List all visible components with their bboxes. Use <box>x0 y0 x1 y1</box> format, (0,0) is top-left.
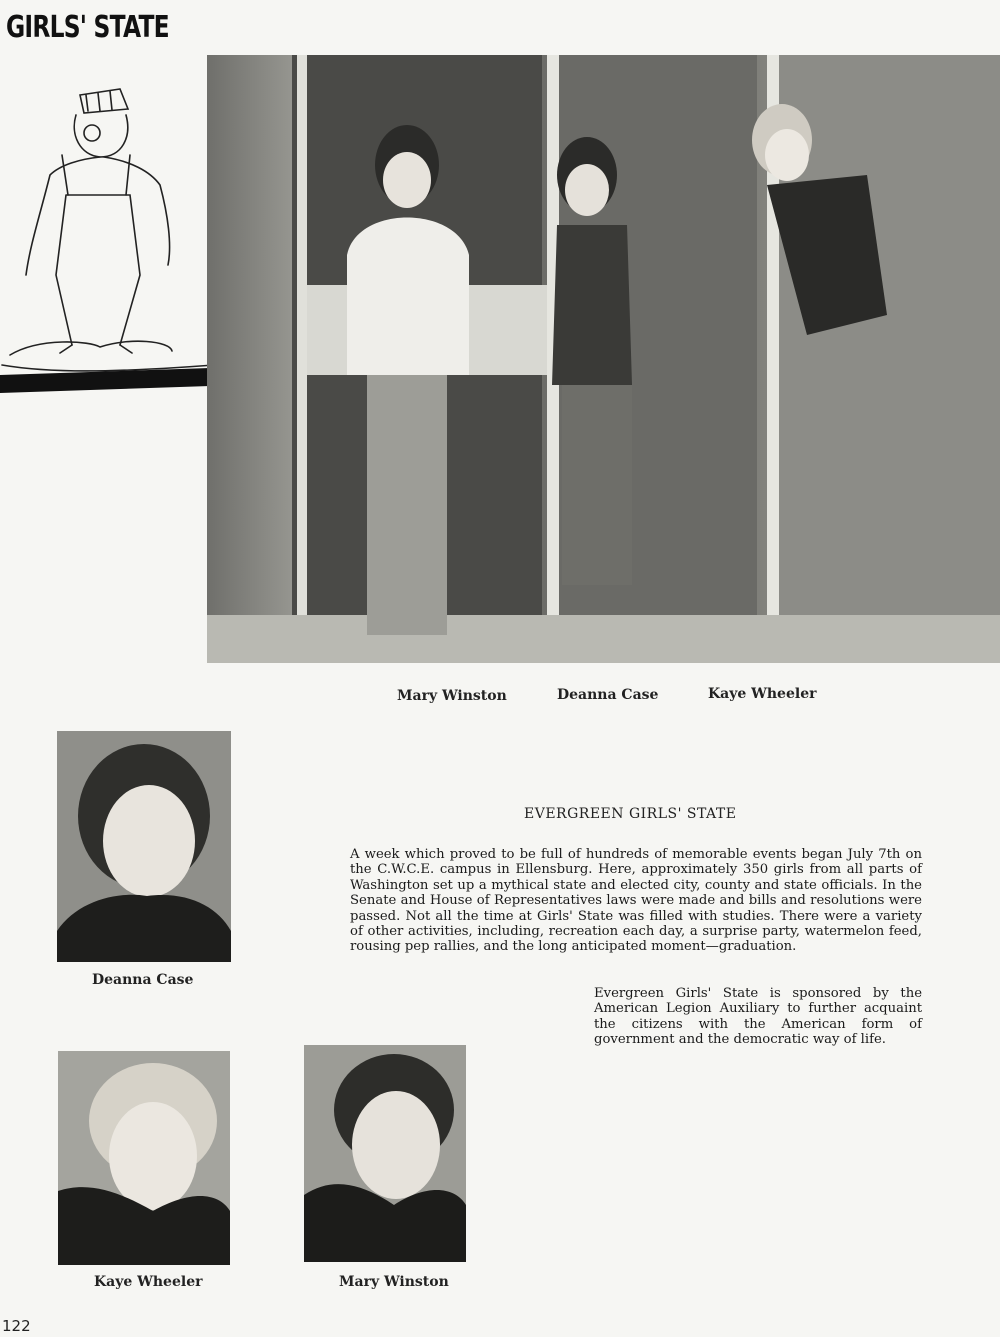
group-photo-scene <box>207 55 1000 663</box>
group-caption-mary-winston: Mary Winston <box>397 688 507 704</box>
portrait-mary-winston-figure <box>304 1045 466 1262</box>
portrait-deanna-case-figure <box>57 731 231 962</box>
group-caption-kaye-wheeler: Kaye Wheeler <box>708 686 817 702</box>
article-paragraph-1: A week which proved to be full of hundreds of memorable events began July 7th on the C.W.C.E. campus in Ellensburg. Here, approximately 350 girls from all parts of Washington set up a mythical state and elected city, county and state officials. In the Senate and House of Representatives laws were made and bills and resolutions were passed. Not all the time at Girls' State was filled with studies. There were a variety of other activities, including, recreation each day, a surprise party, watermelon feed, rousing pep rallies, and the long anticipated moment—graduation. <box>350 847 922 955</box>
page-number: 122 <box>2 1317 31 1335</box>
portrait-kaye-wheeler <box>58 1051 230 1265</box>
portrait-caption-kaye-wheeler: Kaye Wheeler <box>94 1274 203 1290</box>
group-photo <box>207 55 1000 663</box>
section-title: GIRLS' STATE <box>6 10 169 45</box>
portrait-kaye-wheeler-figure <box>58 1051 230 1265</box>
portrait-caption-deanna-case: Deanna Case <box>92 972 194 988</box>
article-heading: EVERGREEN GIRLS' STATE <box>524 806 737 822</box>
article-paragraph-2: Evergreen Girls' State is sponsored by the American Legion Auxiliary to further acquaint the citizens with the American form of government and the democratic way of life. <box>594 986 922 1048</box>
portrait-deanna-case <box>57 731 231 962</box>
portrait-caption-mary-winston: Mary Winston <box>339 1274 449 1290</box>
group-caption-deanna-case: Deanna Case <box>557 687 659 703</box>
portrait-mary-winston <box>304 1045 466 1262</box>
